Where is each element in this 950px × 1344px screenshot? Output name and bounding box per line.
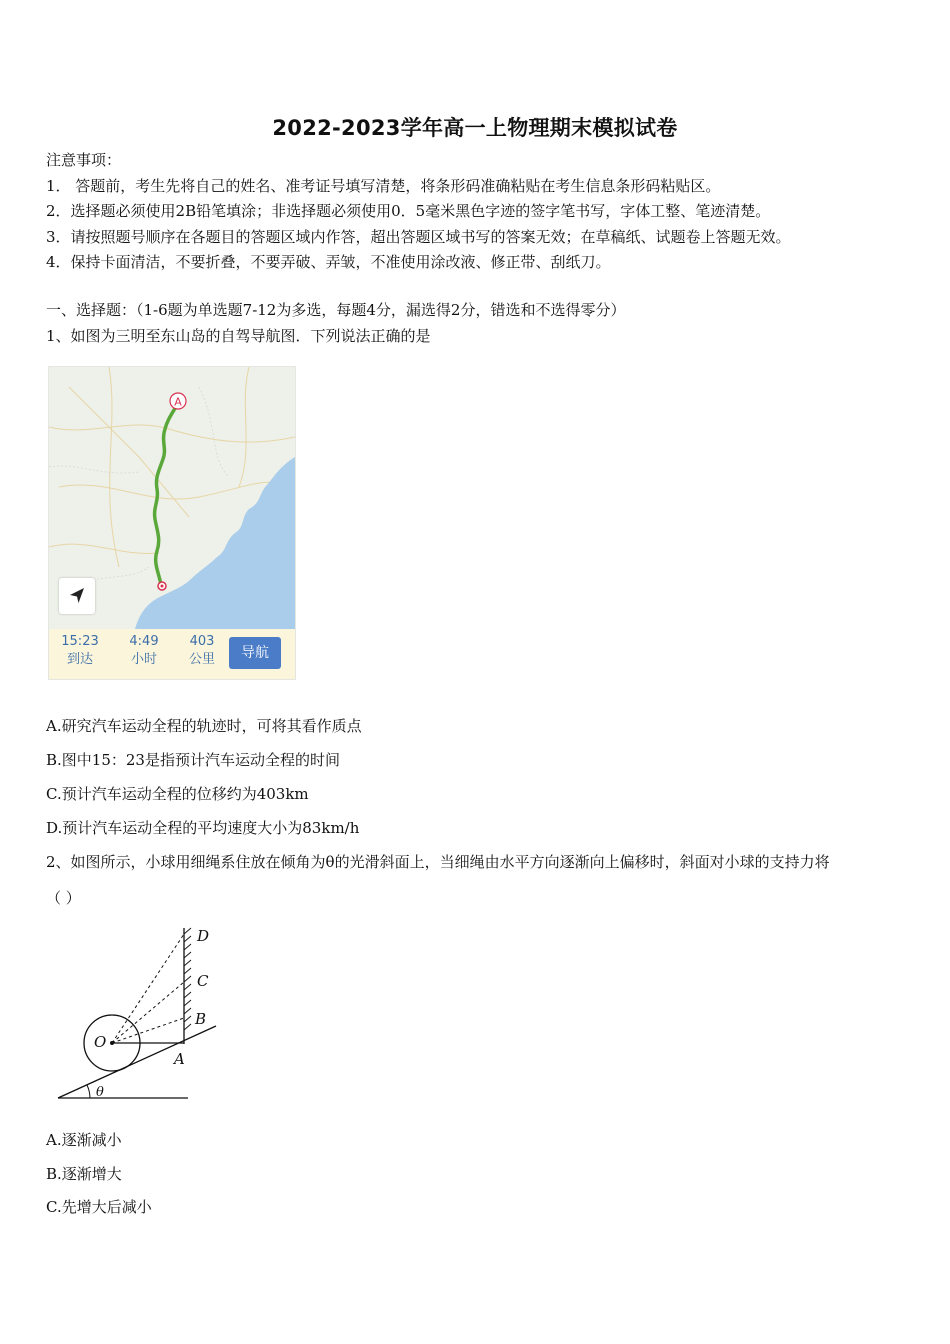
distance-stat <box>172 633 232 669</box>
distance-label: 公里 <box>188 652 215 667</box>
label-d: D <box>197 927 210 945</box>
notice-item-1: 1． 答题前，考生先将自己的姓名、准考证号填写清楚，将条形码准确粘贴在考生信息条形码粘贴区。 <box>46 177 721 195</box>
arrive-stat <box>50 633 110 669</box>
label-c: C <box>197 972 209 990</box>
q1-option-c: C.预计汽车运动全程的位移约为403km <box>46 785 309 803</box>
wall-hatching <box>184 928 191 1030</box>
locate-button[interactable] <box>59 578 95 614</box>
navigation-map <box>48 366 296 680</box>
q2-option-b: B.逐渐增大 <box>46 1165 122 1183</box>
notice-item-2: 2．选择题必须使用2B铅笔填涂；非选择题必须使用0．5毫米黑色字迹的签字笔书写，字体工整、笔迹清楚。 <box>46 202 771 220</box>
label-theta: θ <box>96 1085 104 1100</box>
question-2-stem: 2、如图所示，小球用细绳系住放在倾角为θ的光滑斜面上，当细绳由水平方向逐渐向上偏移时，斜面对小球的支持力将 <box>46 853 830 871</box>
q2-option-a: A.逐渐减小 <box>46 1131 122 1149</box>
incline-diagram <box>46 924 226 1104</box>
notice-heading: 注意事项： <box>46 151 122 169</box>
question-2-blank: （ ） <box>46 889 81 907</box>
page-title: 2022-2023学年高一上物理期末模拟试卷 <box>272 116 678 140</box>
arrive-label: 到达 <box>66 652 93 667</box>
incline-line <box>58 1026 216 1098</box>
theta-arc <box>87 1085 90 1098</box>
label-o: O <box>94 1033 107 1051</box>
destination-pin-icon <box>158 582 166 590</box>
distance-value: 403 <box>189 634 215 649</box>
question-1-stem: 1、如图为三明至东山岛的自驾导航图．下列说法正确的是 <box>46 327 431 345</box>
navigate-button[interactable]: 导航 <box>229 637 281 669</box>
notice-item-4: 4．保持卡面清洁，不要折叠，不要弄破、弄皱，不准使用涂改液、修正带、刮纸刀。 <box>46 253 611 271</box>
label-b: B <box>195 1010 207 1028</box>
q2-option-c: C.先增大后减小 <box>46 1198 152 1216</box>
section-heading: 一、选择题：（1-6题为单选题7-12为多选，每题4分，漏选得2分，错选和不选得零分） <box>46 301 626 319</box>
duration-label: 小时 <box>130 652 157 667</box>
q1-option-b: B.图中15：23是指预计汽车运动全程的时间 <box>46 751 340 769</box>
string-dashed <box>112 934 184 1043</box>
q1-option-d: D.预计汽车运动全程的平均速度大小为83km/h <box>46 819 360 837</box>
notice-item-3: 3．请按照题号顺序在各题目的答题区域内作答，超出答题区域书写的答案无效；在草稿纸、试题卷上答题无效。 <box>46 228 791 246</box>
q1-option-a: A.研究汽车运动全程的轨迹时，可将其看作质点 <box>46 717 362 735</box>
start-marker-label: A <box>174 395 182 409</box>
navigation-arrow-icon <box>59 578 95 614</box>
duration-stat <box>114 633 174 669</box>
label-a: A <box>174 1050 185 1068</box>
duration-value: 4:49 <box>129 634 159 649</box>
arrive-time: 15:23 <box>61 634 99 649</box>
